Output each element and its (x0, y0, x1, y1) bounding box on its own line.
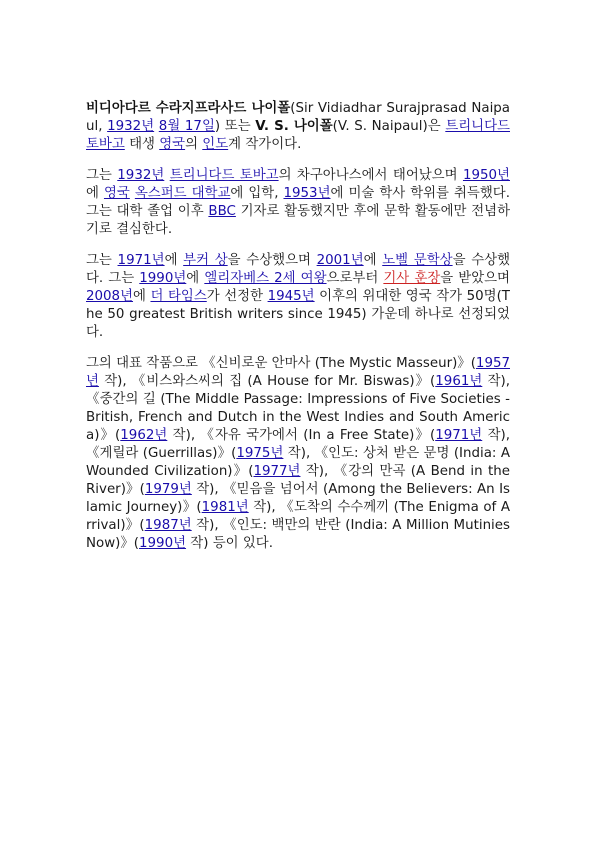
text-run: 작), 《자유 국가에서 (In a Free State)》( (167, 428, 436, 443)
text-run: 으로부터 (326, 271, 384, 286)
article-link[interactable]: 1953년 (283, 186, 331, 201)
text-run: 작), 《인도: 백만의 반란 (India: A Million Mutinies Now)》( (86, 518, 510, 551)
text-run: 계 작가이다. (228, 137, 302, 152)
article-link[interactable]: 1971년 (435, 428, 483, 443)
bold-name: V. S. 나이폴 (255, 119, 333, 134)
text-run: 을 받았으며 (440, 271, 510, 286)
text-run: ) 또는 (214, 119, 256, 134)
text-run: 을 수상했다. 그는 (86, 253, 511, 286)
article-link[interactable]: BBC (208, 204, 236, 219)
text-run: 그는 (86, 168, 118, 183)
article-link[interactable]: 2008년 (86, 289, 134, 304)
article-link[interactable]: 1981년 (201, 500, 249, 515)
text-run: 에 (133, 289, 151, 304)
article-body (86, 100, 510, 566)
text-run: 그의 대표 작품으로 《신비로운 안마사 (The Mystic Masseur)》( (86, 356, 476, 371)
text-run: (Sir Vidiadhar Surajprasad Naipaul, (86, 101, 511, 134)
article-link[interactable]: 인도 (202, 137, 229, 152)
text-run: 작), 《비스와스씨의 집 (A House for Mr. Biswas)》( (98, 374, 436, 389)
text-run: 작), 《인도: 상처 받은 문명 (India: A Wounded Civilization)》( (86, 446, 510, 479)
text-run: 작), 《강의 만곡 (A Bend in the River)》( (86, 464, 510, 497)
article-link[interactable]: 트리니다드 토바고 (86, 119, 510, 152)
bold-name: 비디아다르 수라지프라사드 나이폴 (86, 101, 291, 116)
text-run: 기자로 활동했지만 후에 문학 활동에만 전념하기로 결심한다. (86, 204, 511, 237)
article-link[interactable]: 옥스퍼드 대학교 (134, 186, 231, 201)
article-link[interactable]: 1945년 (267, 289, 315, 304)
text-run: 의 (185, 137, 203, 152)
text-run: 이후의 위대한 영국 작가 50명(The 50 greatest British writers since 1945) 가운데 하나로 선정되었다. (86, 289, 510, 340)
article-link[interactable]: 1932년 (107, 119, 155, 134)
article-link[interactable]: 1987년 (144, 518, 192, 533)
article-link[interactable]: 엘리자베스 2세 여왕 (204, 271, 327, 286)
missing-article-link[interactable]: 기사 훈장 (383, 271, 441, 286)
article-link[interactable]: 8월 17일 (158, 119, 215, 134)
paragraph-1 (86, 100, 510, 154)
article-link[interactable]: 노벨 문학상 (382, 253, 453, 268)
article-link[interactable]: 1950년 (462, 168, 510, 183)
text-run: 에 입학, (230, 186, 284, 201)
text-run: 에 (164, 253, 184, 268)
article-link[interactable]: 더 타임스 (150, 289, 207, 304)
text-run: 에 (186, 271, 205, 286)
article-link[interactable]: 1990년 (139, 271, 187, 286)
text-run: 작), 《게릴라 (Guerrillas)》( (86, 428, 511, 461)
paragraph-3 (86, 252, 510, 342)
text-run: 에 미술 학사 학위를 취득했다. 그는 대학 졸업 이후 (86, 186, 510, 219)
text-run: 작), 《도착의 수수께끼 (The Enigma of Arrival)》( (86, 500, 510, 533)
text-run: 그는 (86, 253, 118, 268)
article-link[interactable]: 2001년 (316, 253, 364, 268)
paragraph-2 (86, 167, 510, 239)
text-run: 작), 《믿음을 넘어서 (Among the Believers: An Islamic Journey)》( (86, 482, 510, 515)
article-link[interactable]: 1962년 (120, 428, 168, 443)
article-link[interactable]: 1932년 (117, 168, 165, 183)
article-link[interactable]: 1971년 (117, 253, 165, 268)
text-run: 에 (363, 253, 383, 268)
article-link[interactable]: 영국 (103, 186, 130, 201)
text-run: (V. S. Naipaul)은 (332, 119, 446, 134)
article-link[interactable]: 1990년 (139, 536, 187, 551)
article-link[interactable]: 부커 상 (183, 253, 228, 268)
article-link[interactable]: 1977년 (253, 464, 301, 479)
article-link[interactable]: 영국 (159, 137, 186, 152)
article-link[interactable]: 1957년 (86, 356, 510, 389)
text-run: 가 선정한 (206, 289, 268, 304)
text-run: 의 차구아나스에서 태어났으며 (278, 168, 463, 183)
text-run: 태생 (124, 137, 160, 152)
article-link[interactable]: 1961년 (435, 374, 483, 389)
text-run: 작), 《중간의 길 (The Middle Passage: Impressions of Five Societies - British, French and Dutch in the West Indies and South America)》( (86, 374, 510, 443)
text-run: 작) 등이 있다. (186, 536, 273, 551)
text-run: 을 수상했으며 (227, 253, 317, 268)
text-run: 에 (86, 186, 104, 201)
article-link[interactable]: 1975년 (236, 446, 284, 461)
article-link[interactable]: 트리니다드 토바고 (169, 168, 279, 183)
article-link[interactable]: 1979년 (144, 482, 192, 497)
paragraph-4 (86, 355, 510, 553)
